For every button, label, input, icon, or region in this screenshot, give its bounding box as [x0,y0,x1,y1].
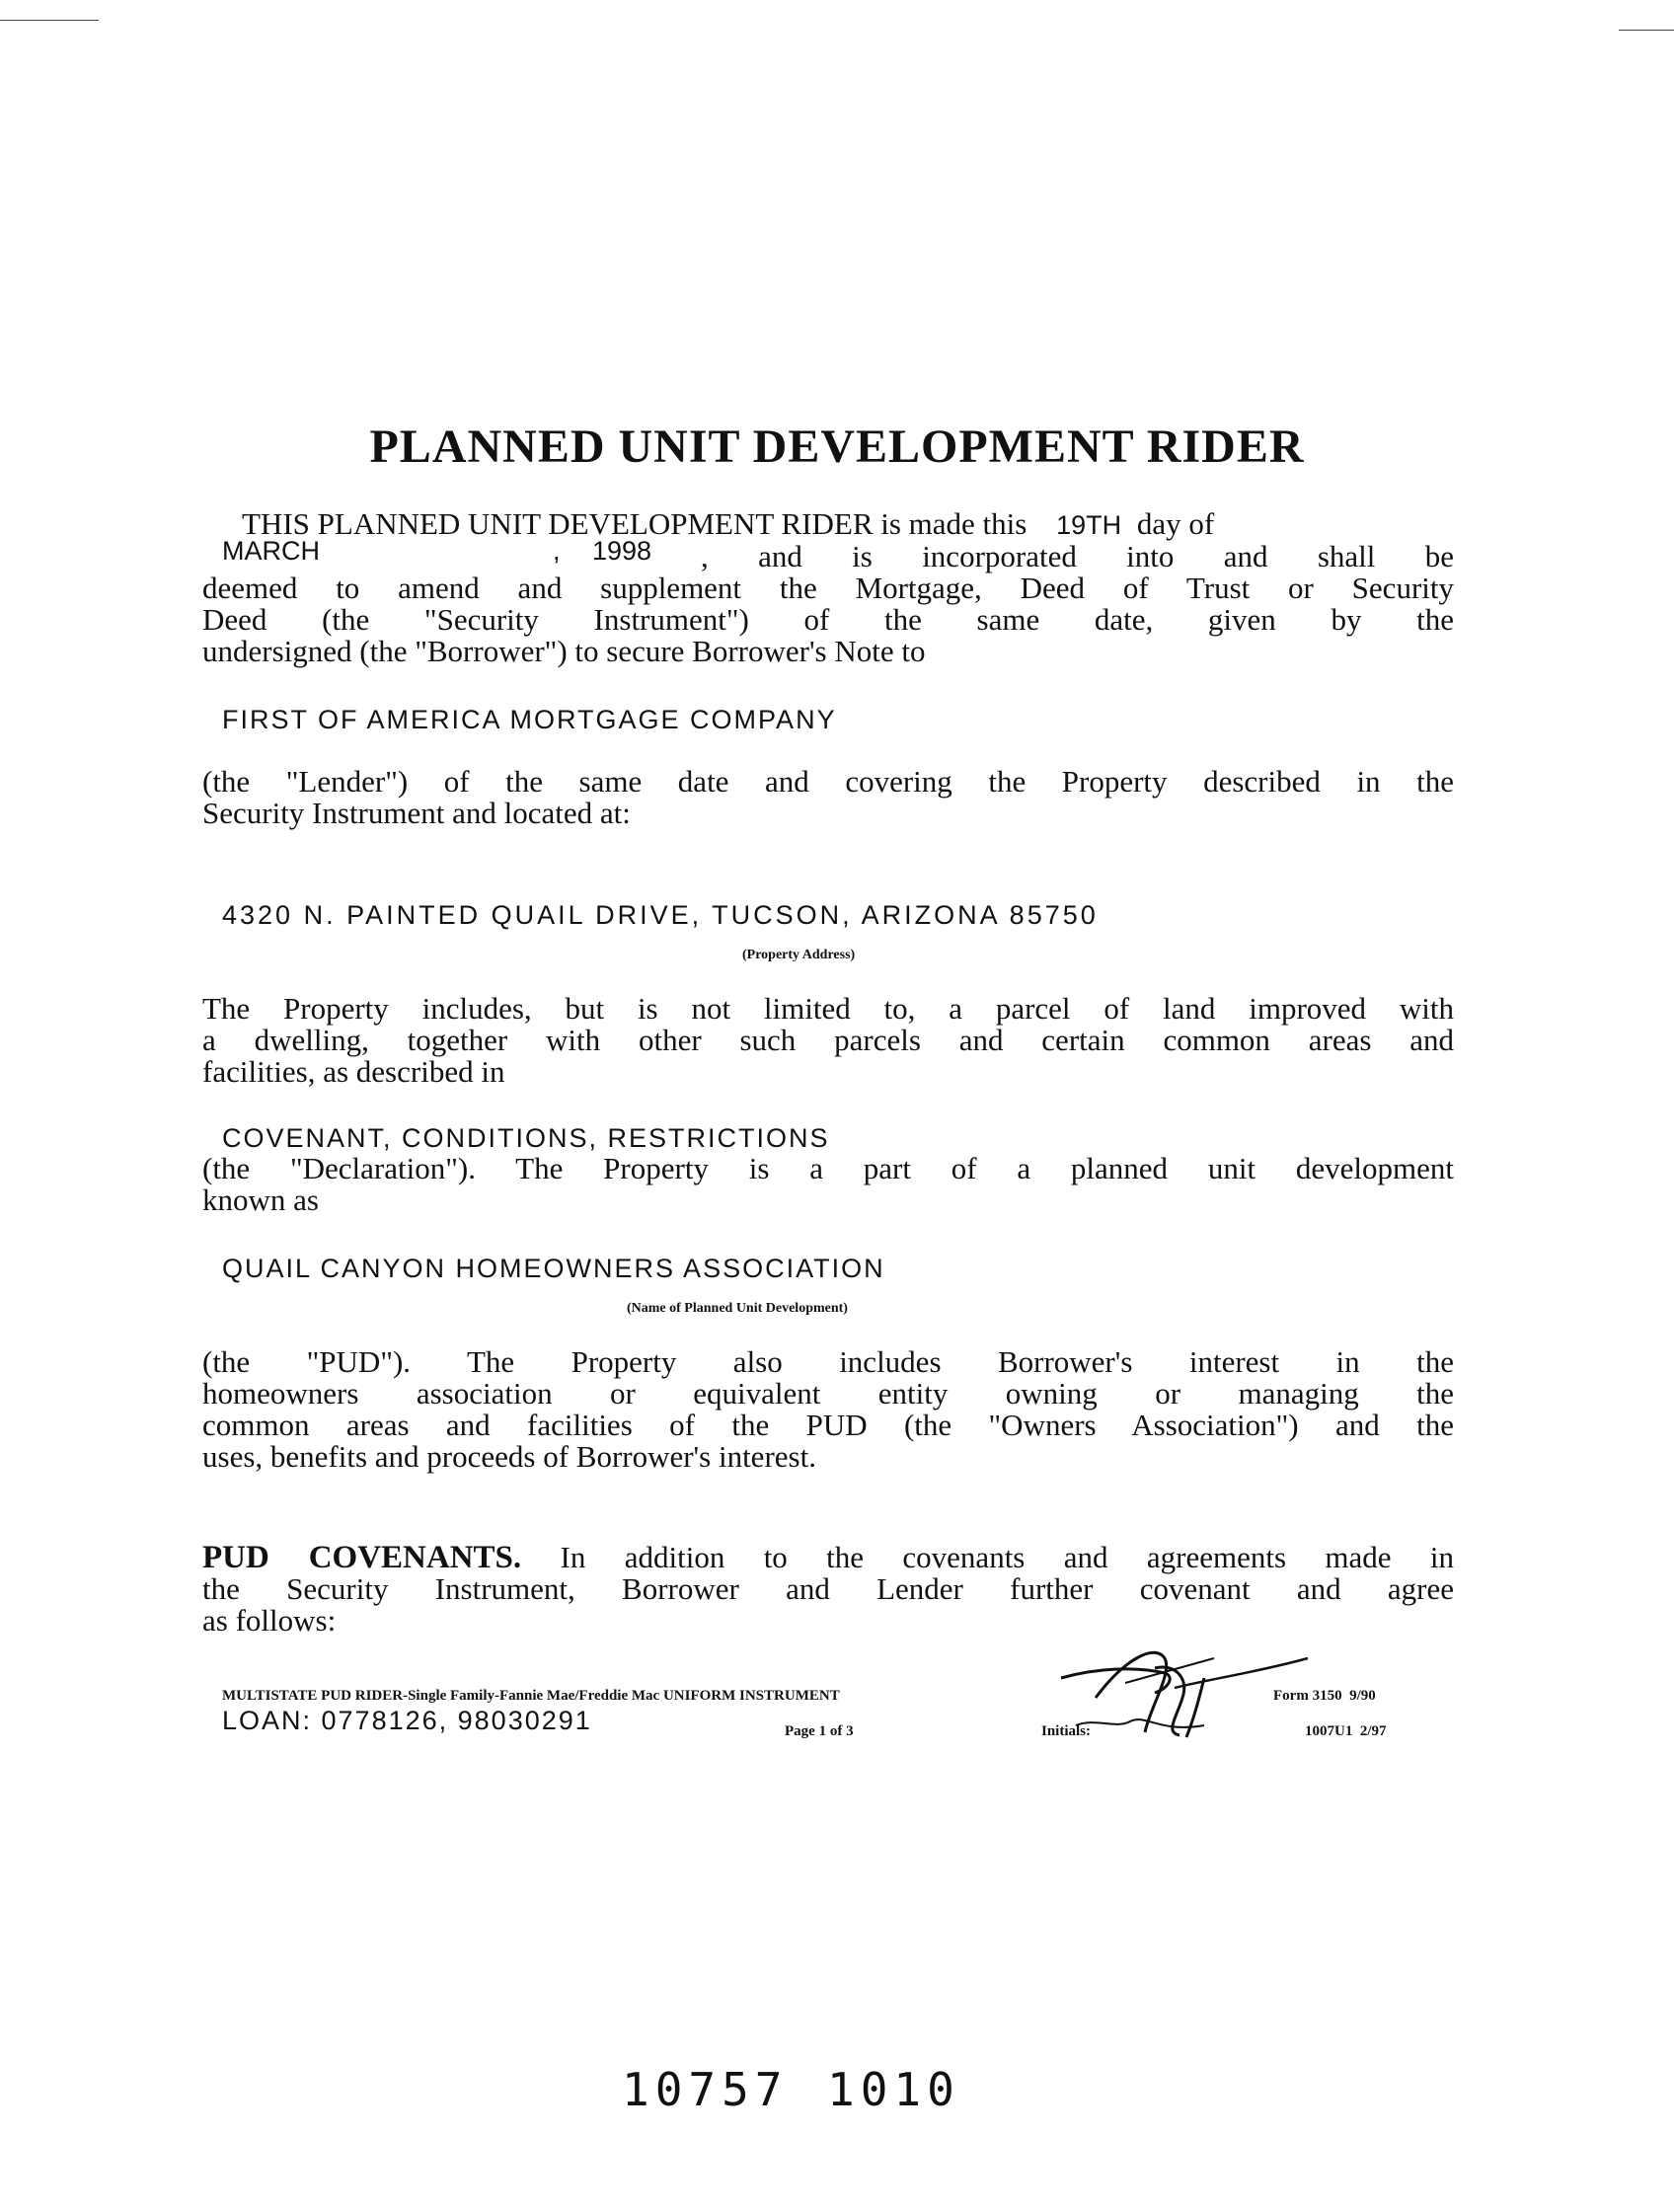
intro-line-1 [242,508,1456,541]
property-line-2: a dwelling, together with other such parcels and certain common areas and [202,1023,1454,1057]
document-title: PLANNED UNIT DEVELOPMENT RIDER [369,420,1305,473]
covenants-line-3: as follows: [202,1603,337,1638]
covenants-line-1-text: In addition to the covenants and agreements made in [560,1540,1455,1574]
covenants-line-1 [202,1542,1454,1573]
rider-day: 19TH [1056,510,1122,540]
intro-line-5: undersigned (the "Borrower") to secure Borrower's Note to [202,634,926,668]
intro-text-1b: day of [1136,506,1215,541]
declaration-line-1: (the "Declaration"). The Property is a part of a planned unit development [202,1151,1454,1185]
initials-label: Initials: [1041,1723,1092,1739]
pud-line-1: (the "PUD"). The Property also includes Borrower's interest in the [202,1344,1454,1379]
lender-line-2: Security Instrument and located at: [202,796,631,830]
lender-name: FIRST OF AMERICA MORTGAGE COMPANY [222,705,837,734]
covenants-line-2: the Security Instrument, Borrower and Lender further covenant and agree [202,1571,1454,1606]
recording-stamp-right: 1010 [827,2063,960,2116]
property-line-1: The Property includes, but is not limited to, a parcel of land improved with [202,991,1454,1026]
recording-stamp-left: 10757 [622,2063,789,2116]
lender-line-1: (the "Lender") of the same date and covering the Property described in the [202,764,1454,799]
intro-line-3: deemed to amend and supplement the Mortgage, Deed of Trust or Security [202,571,1454,605]
form-code: 1007U1 2/97 [1305,1723,1387,1739]
signature-initials [1056,1639,1313,1747]
pud-line-3: common areas and facilities of the PUD (the "Owners Association") and the [202,1408,1454,1442]
corner-mark-left [0,20,99,21]
intro-text-2: , and is incorporated into and shall be [701,539,1454,573]
page-number: Page 1 of 3 [785,1723,854,1739]
form-number: Form 3150 9/90 [1273,1688,1376,1704]
property-line-3: facilities, as described in [202,1054,505,1089]
corner-mark-right [1619,30,1674,31]
intro-line-4: Deed (the "Security Instrument") of the same date, given by the [202,602,1454,637]
pud-name-caption: (Name of Planned Unit Development) [627,1301,848,1316]
rider-month: MARCH [222,536,320,566]
declaration-name: COVENANT, CONDITIONS, RESTRICTIONS [222,1123,830,1153]
rider-year-sep: , [553,536,561,566]
pud-name: QUAIL CANYON HOMEOWNERS ASSOCIATION [222,1254,885,1283]
property-address: 4320 N. PAINTED QUAIL DRIVE, TUCSON, ARIZONA 85750 [222,900,1099,930]
declaration-line-2: known as [202,1182,319,1217]
form-description: MULTISTATE PUD RIDER-Single Family-Fannie Mae/Freddie Mac UNIFORM INSTRUMENT [222,1688,840,1704]
intro-text-1: THIS PLANNED UNIT DEVELOPMENT RIDER is made this [242,506,1027,541]
loan-number: LOAN: 0778126, 98030291 [222,1706,592,1735]
property-address-caption: (Property Address) [742,948,856,962]
rider-year: 1998 [592,536,652,566]
pud-line-2: homeowners association or equivalent entity owning or managing the [202,1376,1454,1411]
covenants-heading: PUD COVENANTS. [202,1540,522,1575]
pud-line-4: uses, benefits and proceeds of Borrower's interest. [202,1439,816,1474]
